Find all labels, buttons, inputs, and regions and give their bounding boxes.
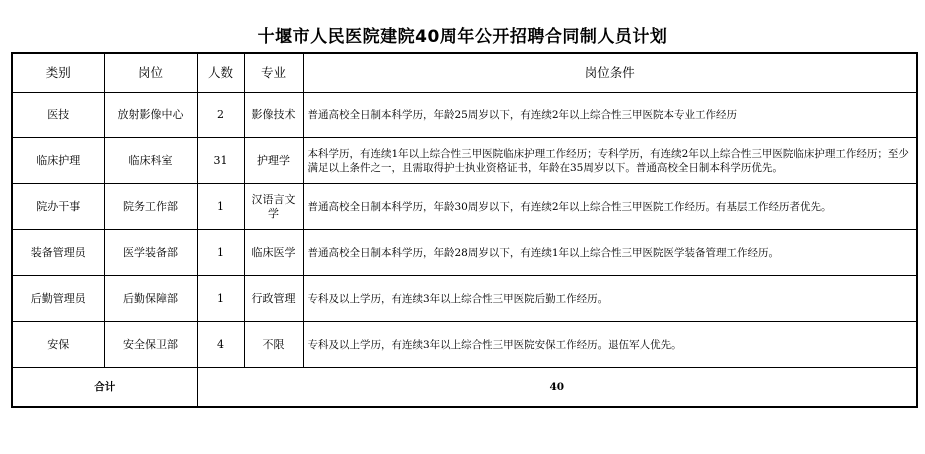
cell-major: 汉语言文学 [244, 184, 303, 230]
cell-position: 医学装备部 [104, 230, 197, 276]
cell-category: 装备管理员 [12, 230, 104, 276]
table-row [12, 322, 917, 368]
cell-position: 院务工作部 [104, 184, 197, 230]
cell-category: 院办干事 [12, 184, 104, 230]
cell-major: 护理学 [244, 138, 303, 184]
cell-conditions: 普通高校全日制本科学历，年龄30周岁以下，有连续2年以上综合性三甲医院工作经历。有基层工作经历者优先。 [303, 184, 917, 230]
cell-conditions: 本科学历，有连续1年以上综合性三甲医院临床护理工作经历；专科学历，有连续2年以上综合性三甲医院临床护理工作经历；至少满足以上条件之一，且需取得护士执业资格证书，年龄在35周岁以下。普通高校全日制本科学历优先。 [303, 138, 917, 184]
table-row [12, 138, 917, 184]
table-row [12, 93, 917, 138]
cell-position: 放射影像中心 [104, 93, 197, 138]
cell-category: 安保 [12, 322, 104, 368]
cell-position: 临床科室 [104, 138, 197, 184]
cell-major: 影像技术 [244, 93, 303, 138]
header-conditions: 岗位条件 [303, 53, 917, 93]
table-row [12, 184, 917, 230]
table-total-row [12, 368, 917, 408]
header-major: 专业 [244, 53, 303, 93]
cell-category: 临床护理 [12, 138, 104, 184]
cell-major: 临床医学 [244, 230, 303, 276]
cell-category: 后勤管理员 [12, 276, 104, 322]
table-row [12, 276, 917, 322]
recruitment-plan-table [11, 52, 918, 408]
cell-count: 1 [197, 230, 244, 276]
header-position: 岗位 [104, 53, 197, 93]
cell-count: 1 [197, 184, 244, 230]
cell-count: 1 [197, 276, 244, 322]
table-row [12, 230, 917, 276]
cell-conditions: 普通高校全日制本科学历，年龄25周岁以下，有连续2年以上综合性三甲医院本专业工作经历 [303, 93, 917, 138]
cell-conditions: 专科及以上学历，有连续3年以上综合性三甲医院后勤工作经历。 [303, 276, 917, 322]
cell-major: 行政管理 [244, 276, 303, 322]
cell-conditions: 普通高校全日制本科学历，年龄28周岁以下，有连续1年以上综合性三甲医院医学装备管理工作经历。 [303, 230, 917, 276]
page-title: 十堰市人民医院建院40周年公开招聘合同制人员计划 [257, 27, 668, 47]
header-count: 人数 [197, 53, 244, 93]
header-category: 类别 [12, 53, 104, 93]
cell-position: 后勤保障部 [104, 276, 197, 322]
cell-count: 31 [197, 138, 244, 184]
total-label: 合计 [12, 368, 197, 408]
cell-count: 4 [197, 322, 244, 368]
cell-count: 2 [197, 93, 244, 138]
cell-major: 不限 [244, 322, 303, 368]
total-value: 40 [197, 368, 917, 408]
table-header-row [12, 53, 917, 93]
cell-conditions: 专科及以上学历，有连续3年以上综合性三甲医院安保工作经历。退伍军人优先。 [303, 322, 917, 368]
cell-position: 安全保卫部 [104, 322, 197, 368]
cell-category: 医技 [12, 93, 104, 138]
